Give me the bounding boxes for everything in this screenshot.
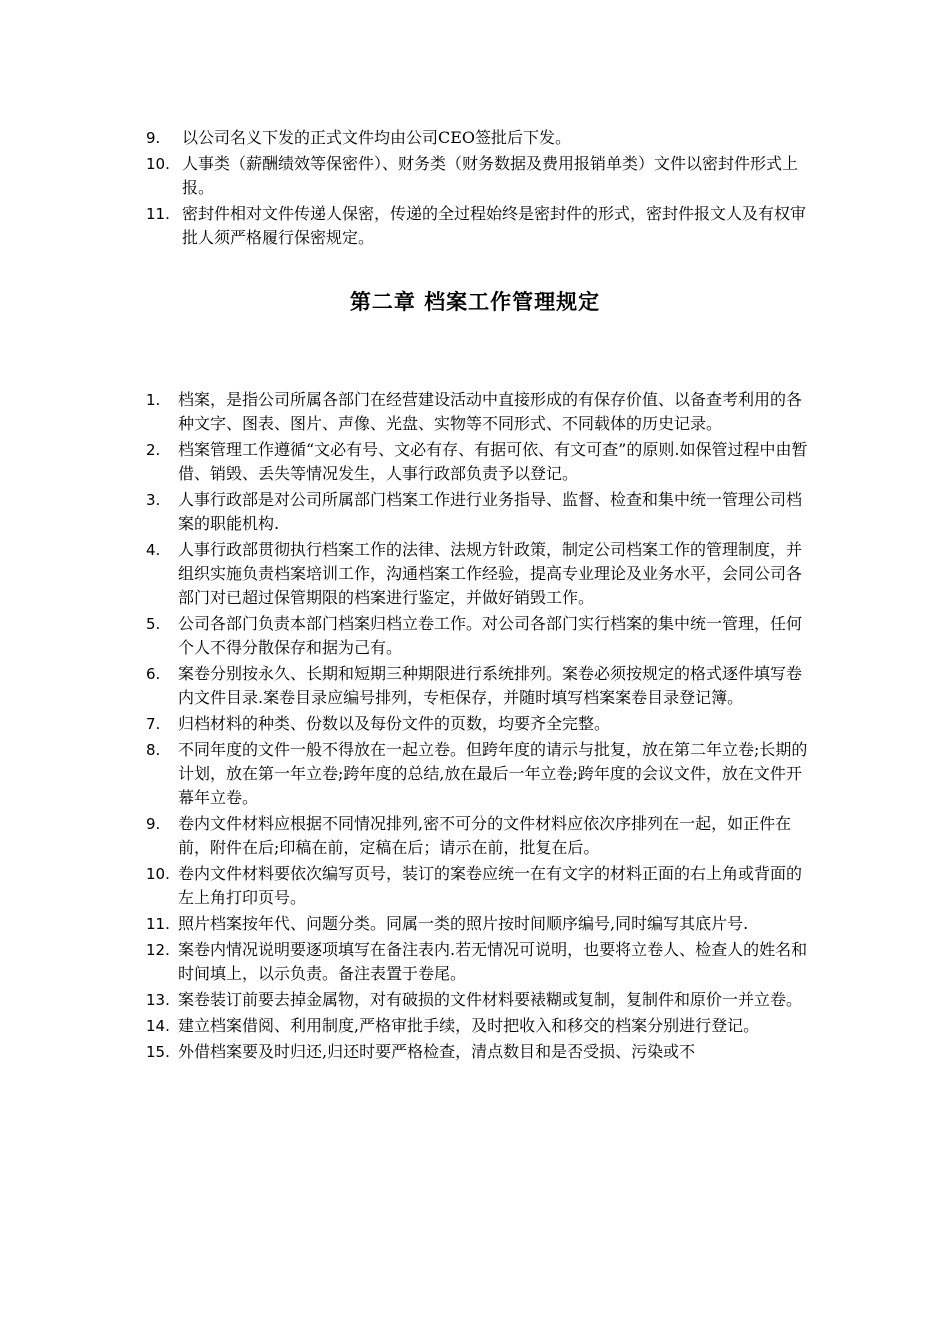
item-text: 档案管理工作遵循“文必有号、文必有存、有据可依、有文可查”的原则.如保管过程中由暂借、销毁、丢失等情况发生，人事行政部负责予以登记。 [178,440,808,483]
item-text: 建立档案借阅、利用制度,严格审批手续，及时把收入和移交的档案分别进行登记。 [178,1016,760,1035]
list-item [0,538,810,610]
item-text: 人事类（薪酬绩效等保密件）、财务类（财务数据及费用报销单类）文件以密封件形式上报。 [182,154,799,197]
item-text: 不同年度的文件一般不得放在一起立卷。但跨年度的请示与批复，放在第二年立卷;长期的计划，放在第一年立卷;跨年度的总结,放在最后一年立卷;跨年度的会议文件，放在文件开幕年立卷。 [178,740,808,807]
list-item [0,1040,810,1064]
item-text: 密封件相对文件传递人保密，传递的全过程始终是密封件的形式，密封件报文人及有权审批人须严格履行保密规定。 [182,204,807,247]
item-number: 6. [146,665,161,683]
top-list [0,126,950,252]
list-item [0,988,810,1012]
item-number: 15. [146,1043,170,1061]
item-text: 人事行政部贯彻执行档案工作的法律、法规方针政策，制定公司档案工作的管理制度，并组织实施负责档案培训工作，沟通档案工作经验，提高专业理论及业务水平，会同公司各部门对已超过保管期限的档案进行鉴定，并做好销毁工作。 [178,540,803,607]
item-number: 11. [146,915,170,933]
list-item [0,938,810,986]
regulation-list [0,388,950,1066]
item-text: 案卷内情况说明要逐项填写在备注表内.若无情况可说明，也要将立卷人、检查人的姓名和时间填上，以示负责。备注表置于卷尾。 [178,940,808,983]
list-item [0,1014,810,1038]
item-number: 5. [146,615,161,633]
item-text: 卷内文件材料应根据不同情况排列,密不可分的文件材料应依次序排列在一起，如正件在前，附件在后;印稿在前，定稿在后；请示在前，批复在后。 [178,814,792,857]
list-item [0,126,810,150]
item-text: 卷内文件材料要依次编写页号，装订的案卷应统一在有文字的材料正面的右上角或背面的左上角打印页号。 [178,864,803,907]
list-item [0,712,810,736]
list-item [0,862,810,910]
item-number: 8. [146,741,161,759]
item-number: 1. [146,391,161,409]
item-text: 档案，是指公司所属各部门在经营建设活动中直接形成的有保存价值、以备查考利用的各种文字、图表、图片、声像、光盘、实物等不同形式、不同载体的历史记录。 [178,390,803,433]
item-number: 10. [146,155,170,173]
item-text: 案卷装订前要去掉金属物，对有破损的文件材料要裱糊或复制，复制件和原价一并立卷。 [178,990,803,1009]
list-item [0,662,810,710]
list-item [0,438,810,486]
item-number: 2. [146,441,161,459]
list-item [0,388,810,436]
list-item [0,812,810,860]
item-number: 13. [146,991,170,1009]
chapter-title: 第二章 档案工作管理规定 [349,290,601,314]
list-item [0,488,810,536]
list-item [0,912,810,936]
item-number: 9. [146,129,161,147]
item-number: 10. [146,865,170,883]
item-number: 12. [146,941,170,959]
list-item [0,152,810,200]
item-text: 归档材料的种类、份数以及每份文件的页数，均要齐全完整。 [178,714,611,733]
list-item [0,738,810,810]
item-number: 14. [146,1017,170,1035]
item-number: 11. [146,205,170,223]
item-text: 外借档案要及时归还,归还时要严格检查，清点数目和是否受损、污染或不 [178,1042,696,1061]
item-text: 公司各部门负责本部门档案归档立卷工作。对公司各部门实行档案的集中统一管理，任何个人不得分散保存和据为己有。 [178,614,803,657]
item-number: 9. [146,815,161,833]
list-item [0,612,810,660]
list-item [0,202,810,250]
item-text: 人事行政部是对公司所属部门档案工作进行业务指导、监督、检查和集中统一管理公司档案的职能机构. [178,490,803,533]
item-number: 7. [146,715,161,733]
item-number: 4. [146,541,161,559]
item-text: 照片档案按年代、问题分类。同属一类的照片按时间顺序编号,同时编写其底片号. [178,914,749,933]
item-text: 案卷分别按永久、长期和短期三种期限进行系统排列。案卷必须按规定的格式逐件填写卷内文件目录.案卷目录应编号排列，专柜保存，并随时填写档案案卷目录登记簿。 [178,664,803,707]
item-number: 3. [146,491,161,509]
item-text: 以公司名义下发的正式文件均由公司CEO签批后下发。 [182,128,572,147]
